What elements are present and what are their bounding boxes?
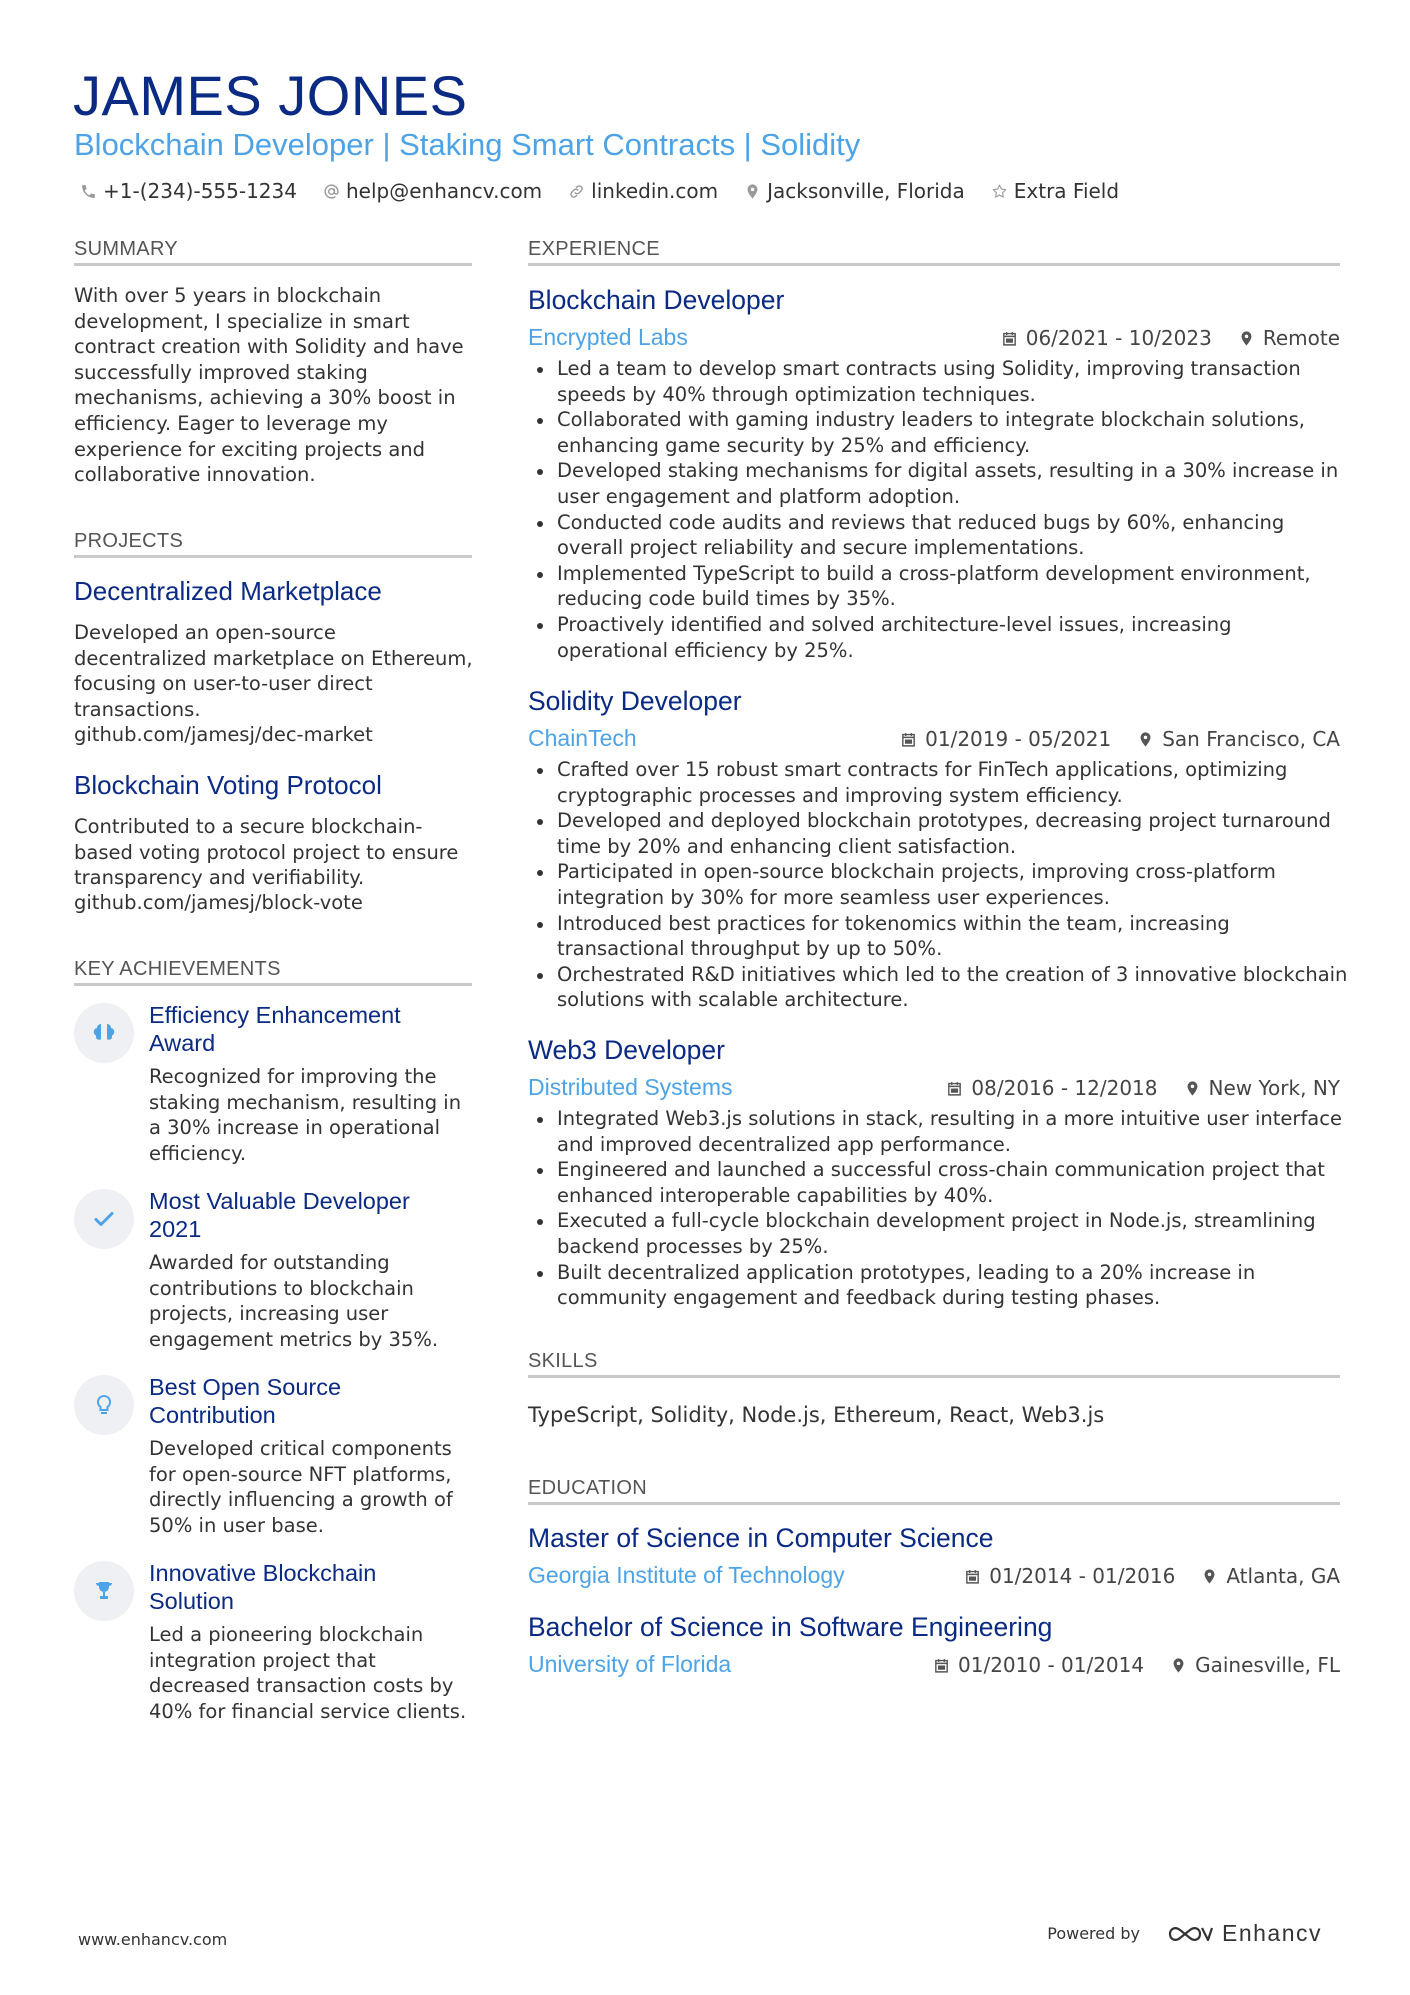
project-title: Decentralized Marketplace	[74, 576, 382, 606]
achievement-title: Innovative Blockchain Solution	[149, 1560, 377, 1614]
lightbulb-icon	[92, 1393, 116, 1417]
contact-extra	[991, 179, 1119, 203]
degree-title: Bachelor of Science in Software Engineering	[528, 1612, 1053, 1642]
list-item: Proactively identified and solved architecture-level issues, increasing operational efficiency by 25%.	[528, 612, 1348, 663]
list-item: Crafted over 15 robust smart contracts for FinTech applications, optimizing cryptographic processes and improving system efficiency.	[528, 757, 1348, 808]
list-item: Conducted code audits and reviews that reduced bugs by 60%, enhancing overall project reliability and secure implementations.	[528, 510, 1348, 561]
summary-heading: SUMMARY	[74, 238, 178, 260]
contact-location	[744, 179, 965, 203]
achievement-description: Developed critical components for open-source NFT platforms, directly influencing a growth of 50% in user base.	[149, 1437, 453, 1537]
achievement-description: Led a pioneering blockchain integration project that decreased transaction costs by 40% for financial service clients.	[149, 1623, 467, 1723]
job-dates: 06/2021 - 10/2023	[1025, 326, 1212, 350]
job-dates: 01/2019 - 05/2021	[925, 727, 1112, 751]
list-item: Introduced best practices for tokenomics within the team, increasing transactional throughput by up to 50%.	[528, 911, 1348, 962]
list-item: Developed staking mechanisms for digital assets, resulting in a 30% increase in user engagement and platform adoption.	[528, 458, 1348, 509]
contact-email[interactable]	[323, 179, 542, 203]
email-text: help@enhancv.com	[345, 179, 543, 203]
achievements-divider	[74, 983, 472, 986]
list-item: Collaborated with gaming industry leaders to integrate blockchain solutions, enhancing game security by 25% and efficiency.	[528, 407, 1348, 458]
job-location: San Francisco, CA	[1162, 727, 1340, 751]
list-item: Led a team to develop smart contracts using Solidity, improving transaction speeds by 40% through optimization techniques.	[528, 356, 1348, 407]
job-meta	[1001, 324, 1340, 352]
projects-divider	[74, 555, 472, 558]
company-name: Distributed Systems	[528, 1074, 733, 1100]
achievement-description: Recognized for improving the staking mechanism, resulting in a 30% increase in operational efficiency.	[149, 1065, 462, 1165]
footer-website[interactable]: www.enhancv.com	[78, 1930, 228, 1949]
trophy-icon	[92, 1579, 116, 1603]
education-meta	[933, 1651, 1340, 1679]
achievements-heading: KEY ACHIEVEMENTS	[74, 958, 281, 980]
company-name: Encrypted Labs	[528, 324, 688, 350]
job-meta	[900, 725, 1340, 753]
education-dates: 01/2014 - 01/2016	[989, 1564, 1176, 1588]
skills-list: TypeScript, Solidity, Node.js, Ethereum, React, Web3.js	[528, 1403, 1105, 1427]
contact-bar	[80, 176, 1145, 206]
project-link[interactable]: github.com/jamesj/block-vote	[74, 891, 363, 914]
list-item: Executed a full-cycle blockchain development project in Node.js, streamlining backend processes by 25%.	[528, 1208, 1348, 1259]
job-dates: 08/2016 - 12/2018	[971, 1076, 1158, 1100]
achievement-icon-badge	[74, 1003, 134, 1063]
projects-heading: PROJECTS	[74, 530, 184, 552]
calendar-icon	[964, 1568, 981, 1585]
contact-phone	[80, 179, 297, 203]
education-location: Gainesville, FL	[1195, 1653, 1340, 1677]
list-item: Implemented TypeScript to build a cross-platform development environment, reducing code build times by 35%.	[528, 561, 1348, 612]
checkmark-icon	[92, 1207, 116, 1231]
skills-divider	[528, 1375, 1340, 1378]
achievement-icon-badge	[74, 1189, 134, 1249]
candidate-name: JAMES JONES	[73, 64, 468, 127]
location-text: Jacksonville, Florida	[767, 179, 965, 203]
list-item: Developed and deployed blockchain prototypes, decreasing project turnaround time by 20% and enhancing client satisfaction.	[528, 808, 1348, 859]
calendar-icon	[900, 731, 917, 748]
achievement-description: Awarded for outstanding contributions to blockchain projects, increasing user engagement metrics by 35%.	[149, 1251, 439, 1351]
contact-linkedin[interactable]	[568, 179, 718, 203]
list-item: Participated in open-source blockchain projects, improving cross-platform integration by 30% for more seamless user experiences.	[528, 859, 1348, 910]
achievement-title: Efficiency Enhancement Award	[149, 1002, 401, 1056]
calendar-icon	[933, 1657, 950, 1674]
extra-field-text: Extra Field	[1013, 179, 1120, 203]
project-description: Developed an open-source decentralized marketplace on Ethereum, focusing on user-to-user direct transactions.	[74, 621, 473, 721]
achievement-icon-badge	[74, 1561, 134, 1621]
achievement-title: Best Open Source Contribution	[149, 1374, 342, 1428]
project-title: Blockchain Voting Protocol	[74, 770, 382, 800]
footer-branding	[1047, 1920, 1322, 1947]
education-divider	[528, 1502, 1340, 1505]
linkedin-text: linkedin.com	[591, 179, 719, 203]
job-title: Blockchain Developer	[528, 285, 785, 315]
company-name: ChainTech	[528, 725, 637, 751]
list-item: Orchestrated R&D initiatives which led to the creation of 3 innovative blockchain solutions with scalable architecture.	[528, 962, 1348, 1013]
job-location: New York, NY	[1208, 1076, 1340, 1100]
calendar-icon	[1001, 330, 1018, 347]
headline: Blockchain Developer | Staking Smart Contracts | Solidity	[74, 127, 861, 162]
job-location: Remote	[1262, 326, 1340, 350]
achievement-icon-badge	[74, 1375, 134, 1435]
project-description: Contributed to a secure blockchain-based voting protocol project to ensure transparency and verifiability.	[74, 815, 459, 890]
job-title: Web3 Developer	[528, 1035, 725, 1065]
at-icon	[323, 183, 340, 200]
summary-divider	[74, 263, 472, 266]
job-meta	[946, 1074, 1340, 1102]
brain-icon	[92, 1021, 116, 1045]
education-location: Atlanta, GA	[1226, 1564, 1340, 1588]
education-meta	[964, 1562, 1340, 1590]
project-link[interactable]: github.com/jamesj/dec-market	[74, 723, 373, 746]
experience-divider	[528, 263, 1340, 266]
skills-heading: SKILLS	[528, 1350, 598, 1372]
education-dates: 01/2010 - 01/2014	[958, 1653, 1145, 1677]
list-item: Engineered and launched a successful cross-chain communication project that enhanced interoperable capabilities by 40%.	[528, 1157, 1348, 1208]
degree-title: Master of Science in Computer Science	[528, 1523, 994, 1553]
location-pin-icon	[1137, 731, 1154, 748]
location-pin-icon	[1184, 1080, 1201, 1097]
phone-icon	[80, 183, 97, 200]
phone-text: +1-(234)-555-1234	[103, 179, 297, 203]
job-title: Solidity Developer	[528, 686, 742, 716]
job-bullets	[528, 1106, 1348, 1311]
school-name: University of Florida	[528, 1651, 732, 1677]
achievement-title: Most Valuable Developer 2021	[149, 1188, 410, 1242]
link-icon	[568, 183, 585, 200]
experience-heading: EXPERIENCE	[528, 238, 660, 260]
education-heading: EDUCATION	[528, 1477, 647, 1499]
list-item: Integrated Web3.js solutions in stack, resulting in a more intuitive user interface and improved decentralized app performance.	[528, 1106, 1348, 1157]
location-pin-icon	[1238, 330, 1255, 347]
summary-text: With over 5 years in blockchain development, I specialize in smart contract creation with Solidity and have successfully improved staking mechanisms, achieving a 30% boost in efficiency. Eager to leverage my experience for exciting projects and collaborative innovation.	[74, 284, 464, 487]
job-bullets	[528, 356, 1348, 663]
job-bullets	[528, 757, 1348, 1013]
star-icon	[991, 183, 1008, 200]
location-pin-icon	[1201, 1568, 1218, 1585]
calendar-icon	[946, 1080, 963, 1097]
enhancv-logo-icon	[1166, 1922, 1214, 1946]
brand-name: Enhancv	[1221, 1920, 1322, 1946]
powered-by-label: Powered by	[1047, 1924, 1140, 1943]
list-item: Built decentralized application prototypes, leading to a 20% increase in community engagement and feedback during testing phases.	[528, 1260, 1348, 1311]
location-pin-icon	[1170, 1657, 1187, 1674]
location-pin-icon	[744, 183, 761, 200]
school-name: Georgia Institute of Technology	[528, 1562, 845, 1588]
